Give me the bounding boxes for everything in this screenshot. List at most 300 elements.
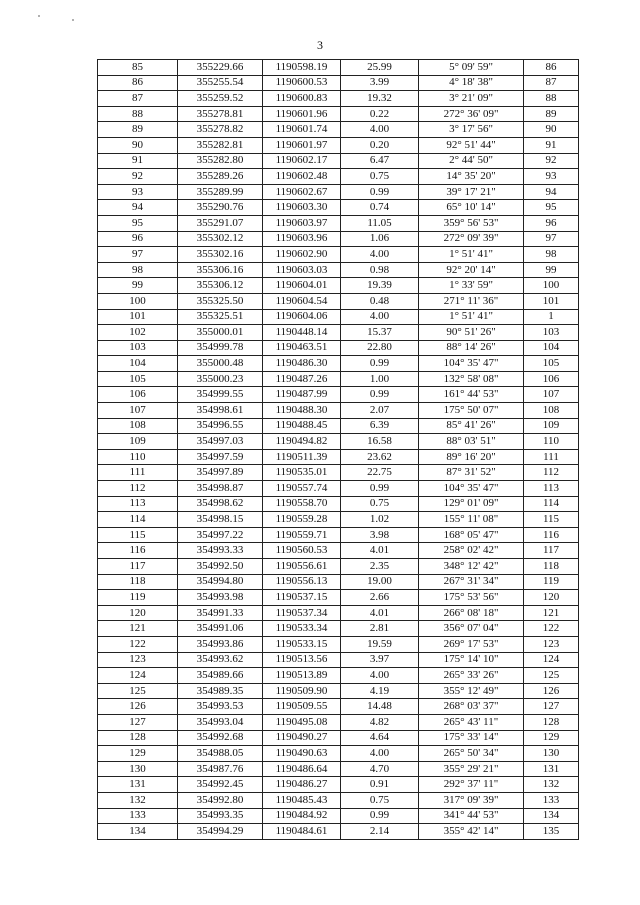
x-coordinate-cell: 354993.04 (178, 714, 263, 730)
x-coordinate-cell: 354997.03 (178, 434, 263, 450)
bearing-angle-cell: 87° 31' 52" (419, 465, 524, 481)
segment-length-cell: 0.99 (341, 387, 419, 403)
y-coordinate-cell: 1190601.97 (263, 137, 341, 153)
point-number-cell: 102 (98, 325, 178, 341)
point-number-cell: 119 (98, 590, 178, 606)
table-row (98, 356, 579, 372)
point-number-cell: 113 (98, 496, 178, 512)
bearing-angle-cell: 175° 33' 14" (419, 730, 524, 746)
bearing-angle-cell: 266° 08' 18" (419, 605, 524, 621)
y-coordinate-cell: 1190603.97 (263, 215, 341, 231)
next-point-cell: 95 (524, 200, 579, 216)
next-point-cell: 122 (524, 621, 579, 637)
bearing-angle-cell: 317° 09' 39" (419, 792, 524, 808)
y-coordinate-cell: 1190537.34 (263, 605, 341, 621)
segment-length-cell: 3.99 (341, 75, 419, 91)
x-coordinate-cell: 355000.01 (178, 325, 263, 341)
x-coordinate-cell: 355000.23 (178, 371, 263, 387)
y-coordinate-cell: 1190556.13 (263, 574, 341, 590)
table-row (98, 777, 579, 793)
x-coordinate-cell: 354993.35 (178, 808, 263, 824)
bearing-angle-cell: 155° 11' 08" (419, 512, 524, 528)
segment-length-cell: 22.75 (341, 465, 419, 481)
segment-length-cell: 0.22 (341, 106, 419, 122)
table-row (98, 683, 579, 699)
next-point-cell: 133 (524, 792, 579, 808)
y-coordinate-cell: 1190484.61 (263, 824, 341, 840)
segment-length-cell: 4.00 (341, 122, 419, 138)
x-coordinate-cell: 355306.12 (178, 278, 263, 294)
y-coordinate-cell: 1190600.53 (263, 75, 341, 91)
table-row (98, 340, 579, 356)
segment-length-cell: 2.66 (341, 590, 419, 606)
table-row (98, 169, 579, 185)
segment-length-cell: 19.39 (341, 278, 419, 294)
next-point-cell: 116 (524, 527, 579, 543)
x-coordinate-cell: 355306.16 (178, 262, 263, 278)
segment-length-cell: 19.00 (341, 574, 419, 590)
next-point-cell: 93 (524, 169, 579, 185)
next-point-cell: 120 (524, 590, 579, 606)
table-row (98, 60, 579, 76)
point-number-cell: 109 (98, 434, 178, 450)
segment-length-cell: 1.00 (341, 371, 419, 387)
point-number-cell: 133 (98, 808, 178, 824)
segment-length-cell: 4.82 (341, 714, 419, 730)
coordinates-table (97, 59, 579, 840)
table-row (98, 824, 579, 840)
next-point-cell: 103 (524, 325, 579, 341)
y-coordinate-cell: 1190513.56 (263, 652, 341, 668)
x-coordinate-cell: 355302.16 (178, 247, 263, 263)
x-coordinate-cell: 355290.76 (178, 200, 263, 216)
x-coordinate-cell: 354994.29 (178, 824, 263, 840)
y-coordinate-cell: 1190488.30 (263, 403, 341, 419)
bearing-angle-cell: 132° 58' 08" (419, 371, 524, 387)
point-number-cell: 122 (98, 636, 178, 652)
segment-length-cell: 3.97 (341, 652, 419, 668)
next-point-cell: 100 (524, 278, 579, 294)
next-point-cell: 86 (524, 60, 579, 76)
y-coordinate-cell: 1190485.43 (263, 792, 341, 808)
next-point-cell: 88 (524, 91, 579, 107)
table-row (98, 231, 579, 247)
table-row (98, 387, 579, 403)
segment-length-cell: 14.48 (341, 699, 419, 715)
next-point-cell: 124 (524, 652, 579, 668)
point-number-cell: 123 (98, 652, 178, 668)
segment-length-cell: 0.99 (341, 808, 419, 824)
next-point-cell: 134 (524, 808, 579, 824)
point-number-cell: 85 (98, 60, 178, 76)
bearing-angle-cell: 90° 51' 26" (419, 325, 524, 341)
point-number-cell: 130 (98, 761, 178, 777)
segment-length-cell: 4.00 (341, 247, 419, 263)
x-coordinate-cell: 354992.50 (178, 559, 263, 575)
point-number-cell: 86 (98, 75, 178, 91)
bearing-angle-cell: 3° 17' 56" (419, 122, 524, 138)
segment-length-cell: 4.01 (341, 605, 419, 621)
bearing-angle-cell: 269° 17' 53" (419, 636, 524, 652)
y-coordinate-cell: 1190484.92 (263, 808, 341, 824)
y-coordinate-cell: 1190535.01 (263, 465, 341, 481)
y-coordinate-cell: 1190600.83 (263, 91, 341, 107)
point-number-cell: 129 (98, 746, 178, 762)
table-row (98, 668, 579, 684)
next-point-cell: 101 (524, 293, 579, 309)
point-number-cell: 98 (98, 262, 178, 278)
table-row (98, 465, 579, 481)
segment-length-cell: 0.75 (341, 169, 419, 185)
segment-length-cell: 0.99 (341, 481, 419, 497)
next-point-cell: 91 (524, 137, 579, 153)
next-point-cell: 94 (524, 184, 579, 200)
table-row (98, 496, 579, 512)
y-coordinate-cell: 1190602.17 (263, 153, 341, 169)
table-row (98, 449, 579, 465)
point-number-cell: 110 (98, 449, 178, 465)
next-point-cell: 126 (524, 683, 579, 699)
point-number-cell: 90 (98, 137, 178, 153)
segment-length-cell: 19.32 (341, 91, 419, 107)
next-point-cell: 123 (524, 636, 579, 652)
bearing-angle-cell: 104° 35' 47" (419, 481, 524, 497)
point-number-cell: 87 (98, 91, 178, 107)
y-coordinate-cell: 1190486.27 (263, 777, 341, 793)
segment-length-cell: 6.39 (341, 418, 419, 434)
x-coordinate-cell: 354998.62 (178, 496, 263, 512)
next-point-cell: 131 (524, 761, 579, 777)
y-coordinate-cell: 1190560.53 (263, 543, 341, 559)
bearing-angle-cell: 341° 44' 53" (419, 808, 524, 824)
bearing-angle-cell: 272° 36' 09" (419, 106, 524, 122)
x-coordinate-cell: 355259.52 (178, 91, 263, 107)
table-row (98, 309, 579, 325)
segment-length-cell: 0.74 (341, 200, 419, 216)
bearing-angle-cell: 161° 44' 53" (419, 387, 524, 403)
segment-length-cell: 4.19 (341, 683, 419, 699)
segment-length-cell: 2.35 (341, 559, 419, 575)
y-coordinate-cell: 1190602.90 (263, 247, 341, 263)
y-coordinate-cell: 1190511.39 (263, 449, 341, 465)
segment-length-cell: 4.00 (341, 746, 419, 762)
y-coordinate-cell: 1190604.01 (263, 278, 341, 294)
segment-length-cell: 2.81 (341, 621, 419, 637)
y-coordinate-cell: 1190603.96 (263, 231, 341, 247)
segment-length-cell: 4.70 (341, 761, 419, 777)
y-coordinate-cell: 1190598.19 (263, 60, 341, 76)
x-coordinate-cell: 354994.80 (178, 574, 263, 590)
segment-length-cell: 4.64 (341, 730, 419, 746)
point-number-cell: 126 (98, 699, 178, 715)
table-row (98, 200, 579, 216)
x-coordinate-cell: 354993.98 (178, 590, 263, 606)
point-number-cell: 132 (98, 792, 178, 808)
bearing-angle-cell: 5° 09' 59" (419, 60, 524, 76)
next-point-cell: 109 (524, 418, 579, 434)
segment-length-cell: 23.62 (341, 449, 419, 465)
x-coordinate-cell: 354987.76 (178, 761, 263, 777)
table-row (98, 808, 579, 824)
segment-length-cell: 19.59 (341, 636, 419, 652)
table-row (98, 559, 579, 575)
next-point-cell: 98 (524, 247, 579, 263)
y-coordinate-cell: 1190537.15 (263, 590, 341, 606)
bearing-angle-cell: 265° 50' 34" (419, 746, 524, 762)
y-coordinate-cell: 1190495.08 (263, 714, 341, 730)
y-coordinate-cell: 1190490.63 (263, 746, 341, 762)
next-point-cell: 125 (524, 668, 579, 684)
table-row (98, 106, 579, 122)
table-row (98, 278, 579, 294)
next-point-cell: 135 (524, 824, 579, 840)
segment-length-cell: 6.47 (341, 153, 419, 169)
y-coordinate-cell: 1190509.90 (263, 683, 341, 699)
segment-length-cell: 0.20 (341, 137, 419, 153)
next-point-cell: 119 (524, 574, 579, 590)
y-coordinate-cell: 1190559.28 (263, 512, 341, 528)
y-coordinate-cell: 1190601.96 (263, 106, 341, 122)
point-number-cell: 95 (98, 215, 178, 231)
next-point-cell: 90 (524, 122, 579, 138)
next-point-cell: 129 (524, 730, 579, 746)
point-number-cell: 120 (98, 605, 178, 621)
y-coordinate-cell: 1190603.30 (263, 200, 341, 216)
x-coordinate-cell: 354988.05 (178, 746, 263, 762)
x-coordinate-cell: 354992.45 (178, 777, 263, 793)
y-coordinate-cell: 1190448.14 (263, 325, 341, 341)
y-coordinate-cell: 1190602.67 (263, 184, 341, 200)
x-coordinate-cell: 354997.59 (178, 449, 263, 465)
y-coordinate-cell: 1190487.99 (263, 387, 341, 403)
table-row (98, 434, 579, 450)
page-number: 3 (317, 38, 323, 52)
bearing-angle-cell: 65° 10' 14" (419, 200, 524, 216)
x-coordinate-cell: 355000.48 (178, 356, 263, 372)
next-point-cell: 121 (524, 605, 579, 621)
x-coordinate-cell: 355325.50 (178, 293, 263, 309)
next-point-cell: 112 (524, 465, 579, 481)
segment-length-cell: 15.37 (341, 325, 419, 341)
next-point-cell: 114 (524, 496, 579, 512)
point-number-cell: 100 (98, 293, 178, 309)
point-number-cell: 128 (98, 730, 178, 746)
table-row (98, 652, 579, 668)
x-coordinate-cell: 354992.68 (178, 730, 263, 746)
y-coordinate-cell: 1190486.30 (263, 356, 341, 372)
y-coordinate-cell: 1190603.03 (263, 262, 341, 278)
point-number-cell: 96 (98, 231, 178, 247)
segment-length-cell: 22.80 (341, 340, 419, 356)
point-number-cell: 88 (98, 106, 178, 122)
y-coordinate-cell: 1190509.55 (263, 699, 341, 715)
x-coordinate-cell: 355255.54 (178, 75, 263, 91)
x-coordinate-cell: 354999.78 (178, 340, 263, 356)
point-number-cell: 105 (98, 371, 178, 387)
y-coordinate-cell: 1190557.74 (263, 481, 341, 497)
table-row (98, 543, 579, 559)
bearing-angle-cell: 292° 37' 11" (419, 777, 524, 793)
segment-length-cell: 1.02 (341, 512, 419, 528)
segment-length-cell: 0.75 (341, 496, 419, 512)
table-row (98, 574, 579, 590)
point-number-cell: 94 (98, 200, 178, 216)
point-number-cell: 104 (98, 356, 178, 372)
table-row (98, 137, 579, 153)
next-point-cell: 127 (524, 699, 579, 715)
segment-length-cell: 3.98 (341, 527, 419, 543)
x-coordinate-cell: 355325.51 (178, 309, 263, 325)
point-number-cell: 89 (98, 122, 178, 138)
table-row (98, 122, 579, 138)
next-point-cell: 130 (524, 746, 579, 762)
segment-length-cell: 0.99 (341, 184, 419, 200)
y-coordinate-cell: 1190602.48 (263, 169, 341, 185)
bearing-angle-cell: 355° 12' 49" (419, 683, 524, 699)
point-number-cell: 92 (98, 169, 178, 185)
table-row (98, 153, 579, 169)
table-row (98, 621, 579, 637)
x-coordinate-cell: 355302.12 (178, 231, 263, 247)
bearing-angle-cell: 175° 53' 56" (419, 590, 524, 606)
segment-length-cell: 11.05 (341, 215, 419, 231)
point-number-cell: 97 (98, 247, 178, 263)
bearing-angle-cell: 92° 20' 14" (419, 262, 524, 278)
x-coordinate-cell: 354991.06 (178, 621, 263, 637)
x-coordinate-cell: 354999.55 (178, 387, 263, 403)
bearing-angle-cell: 258° 02' 42" (419, 543, 524, 559)
table-row (98, 418, 579, 434)
segment-length-cell: 4.01 (341, 543, 419, 559)
next-point-cell: 115 (524, 512, 579, 528)
bearing-angle-cell: 1° 51' 41" (419, 309, 524, 325)
bearing-angle-cell: 14° 35' 20" (419, 169, 524, 185)
y-coordinate-cell: 1190463.51 (263, 340, 341, 356)
x-coordinate-cell: 354989.66 (178, 668, 263, 684)
bearing-angle-cell: 175° 14' 10" (419, 652, 524, 668)
x-coordinate-cell: 355289.26 (178, 169, 263, 185)
point-number-cell: 111 (98, 465, 178, 481)
x-coordinate-cell: 354998.61 (178, 403, 263, 419)
x-coordinate-cell: 354989.35 (178, 683, 263, 699)
next-point-cell: 132 (524, 777, 579, 793)
y-coordinate-cell: 1190490.27 (263, 730, 341, 746)
bearing-angle-cell: 267° 31' 34" (419, 574, 524, 590)
x-coordinate-cell: 354998.15 (178, 512, 263, 528)
point-number-cell: 108 (98, 418, 178, 434)
next-point-cell: 104 (524, 340, 579, 356)
point-number-cell: 124 (98, 668, 178, 684)
bearing-angle-cell: 129° 01' 09" (419, 496, 524, 512)
bearing-angle-cell: 168° 05' 47" (419, 527, 524, 543)
table-row (98, 792, 579, 808)
point-number-cell: 131 (98, 777, 178, 793)
bearing-angle-cell: 1° 33' 59" (419, 278, 524, 294)
x-coordinate-cell: 354996.55 (178, 418, 263, 434)
next-point-cell: 87 (524, 75, 579, 91)
next-point-cell: 128 (524, 714, 579, 730)
y-coordinate-cell: 1190487.26 (263, 371, 341, 387)
bearing-angle-cell: 88° 03' 51" (419, 434, 524, 450)
bearing-angle-cell: 272° 09' 39" (419, 231, 524, 247)
table-row (98, 262, 579, 278)
y-coordinate-cell: 1190556.61 (263, 559, 341, 575)
next-point-cell: 92 (524, 153, 579, 169)
table-row (98, 75, 579, 91)
segment-length-cell: 0.75 (341, 792, 419, 808)
point-number-cell: 118 (98, 574, 178, 590)
y-coordinate-cell: 1190559.71 (263, 527, 341, 543)
next-point-cell: 97 (524, 231, 579, 247)
segment-length-cell: 0.48 (341, 293, 419, 309)
next-point-cell: 99 (524, 262, 579, 278)
y-coordinate-cell: 1190488.45 (263, 418, 341, 434)
bearing-angle-cell: 359° 56' 53" (419, 215, 524, 231)
next-point-cell: 111 (524, 449, 579, 465)
next-point-cell: 117 (524, 543, 579, 559)
y-coordinate-cell: 1190558.70 (263, 496, 341, 512)
y-coordinate-cell: 1190513.89 (263, 668, 341, 684)
x-coordinate-cell: 355278.82 (178, 122, 263, 138)
x-coordinate-cell: 354993.86 (178, 636, 263, 652)
point-number-cell: 127 (98, 714, 178, 730)
y-coordinate-cell: 1190601.74 (263, 122, 341, 138)
bearing-angle-cell: 355° 29' 21" (419, 761, 524, 777)
x-coordinate-cell: 354992.80 (178, 792, 263, 808)
coordinates-table-body (98, 60, 579, 840)
point-number-cell: 101 (98, 309, 178, 325)
point-number-cell: 115 (98, 527, 178, 543)
next-point-cell: 113 (524, 481, 579, 497)
segment-length-cell: 25.99 (341, 60, 419, 76)
bearing-angle-cell: 85° 41' 26" (419, 418, 524, 434)
next-point-cell: 89 (524, 106, 579, 122)
next-point-cell: 107 (524, 387, 579, 403)
x-coordinate-cell: 354998.87 (178, 481, 263, 497)
bearing-angle-cell: 1° 51' 41" (419, 247, 524, 263)
table-row (98, 215, 579, 231)
point-number-cell: 114 (98, 512, 178, 528)
x-coordinate-cell: 355229.66 (178, 60, 263, 76)
table-row (98, 293, 579, 309)
point-number-cell: 106 (98, 387, 178, 403)
bearing-angle-cell: 271° 11' 36" (419, 293, 524, 309)
next-point-cell: 96 (524, 215, 579, 231)
y-coordinate-cell: 1190533.34 (263, 621, 341, 637)
x-coordinate-cell: 354993.53 (178, 699, 263, 715)
point-number-cell: 112 (98, 481, 178, 497)
x-coordinate-cell: 354993.62 (178, 652, 263, 668)
x-coordinate-cell: 355282.81 (178, 137, 263, 153)
table-row (98, 730, 579, 746)
table-row (98, 403, 579, 419)
table-row (98, 714, 579, 730)
table-row (98, 746, 579, 762)
segment-length-cell: 2.07 (341, 403, 419, 419)
bearing-angle-cell: 175° 50' 07" (419, 403, 524, 419)
next-point-cell: 105 (524, 356, 579, 372)
bearing-angle-cell: 89° 16' 20" (419, 449, 524, 465)
bearing-angle-cell: 355° 42' 14" (419, 824, 524, 840)
point-number-cell: 117 (98, 559, 178, 575)
bearing-angle-cell: 356° 07' 04" (419, 621, 524, 637)
point-number-cell: 125 (98, 683, 178, 699)
bearing-angle-cell: 268° 03' 37" (419, 699, 524, 715)
next-point-cell: 1 (524, 309, 579, 325)
table-row (98, 247, 579, 263)
table-row (98, 699, 579, 715)
segment-length-cell: 16.58 (341, 434, 419, 450)
